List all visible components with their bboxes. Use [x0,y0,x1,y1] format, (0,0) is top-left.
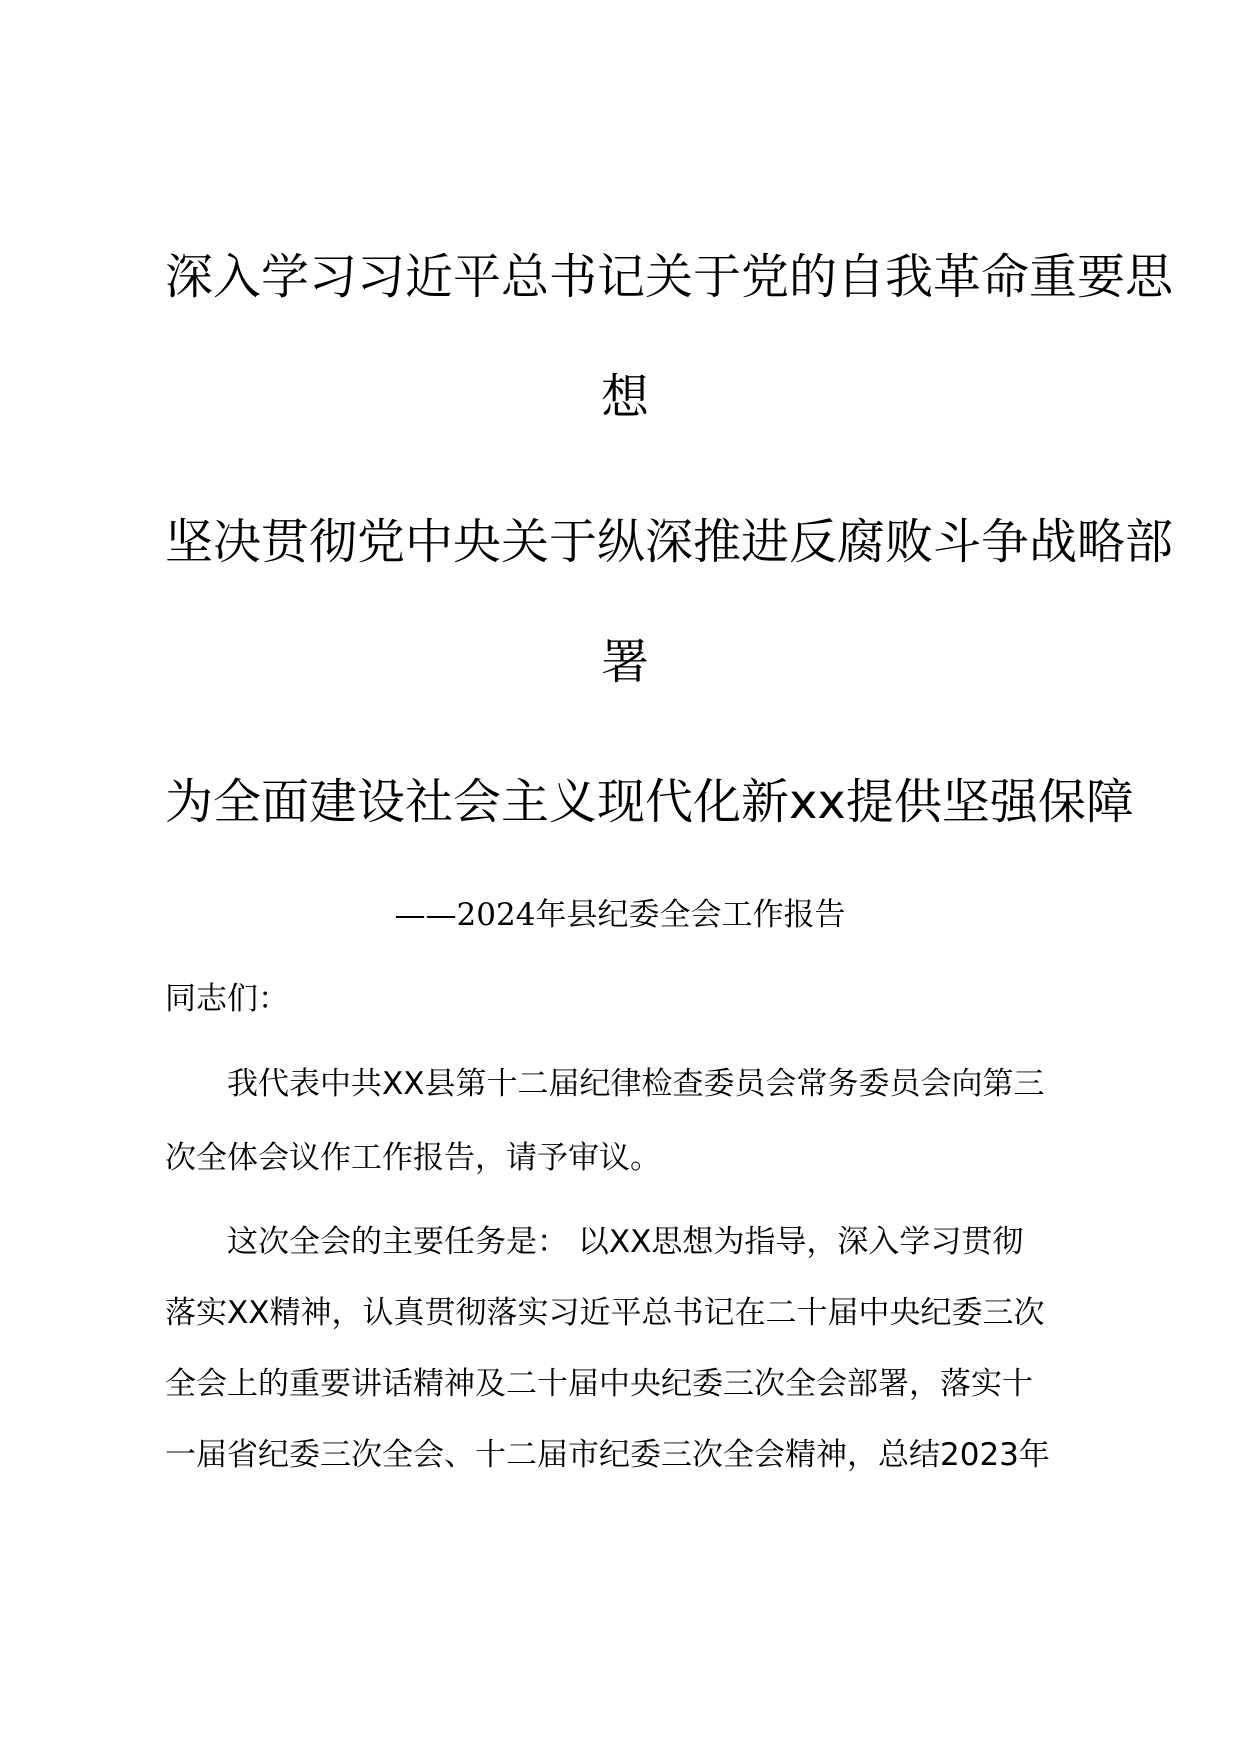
paragraph-2-line-4: 一届省纪委三次全会、十二届市纪委三次全会精神，总结2023年 [165,1437,1050,1473]
paragraph-2-line-1: 这次全会的主要任务是： 以XX思想为指导，深入学习贯彻 [165,1224,1024,1260]
title-line-1: 深入学习习近平总书记关于党的自我革命重要思 [165,249,1174,305]
paragraph-2-line-3: 全会上的重要讲话精神及二十届中央纪委三次全会部署，落实十 [165,1366,1033,1402]
paragraph-1-line-2: 次全体会议作工作报告，请予审议。 [165,1140,661,1176]
title-line-5: 为全面建设社会主义现代化新xx提供坚强保障 [165,774,1134,830]
greeting: 同志们： [165,981,289,1017]
paragraph-2-line-2: 落实XX精神，认真贯彻落实习近平总书记在二十届中央纪委三次 [165,1295,1045,1331]
title-line-4: 署 [600,634,649,690]
paragraph-1-line-1: 我代表中共XX县第十二届纪律检查委员会常务委员会向第三 [165,1066,1045,1102]
title-line-3: 坚决贯彻党中央关于纵深推进反腐败斗争战略部 [165,514,1174,570]
document-subtitle: ——2024年县纪委全会工作报告 [394,897,846,933]
title-line-2: 想 [600,369,649,425]
